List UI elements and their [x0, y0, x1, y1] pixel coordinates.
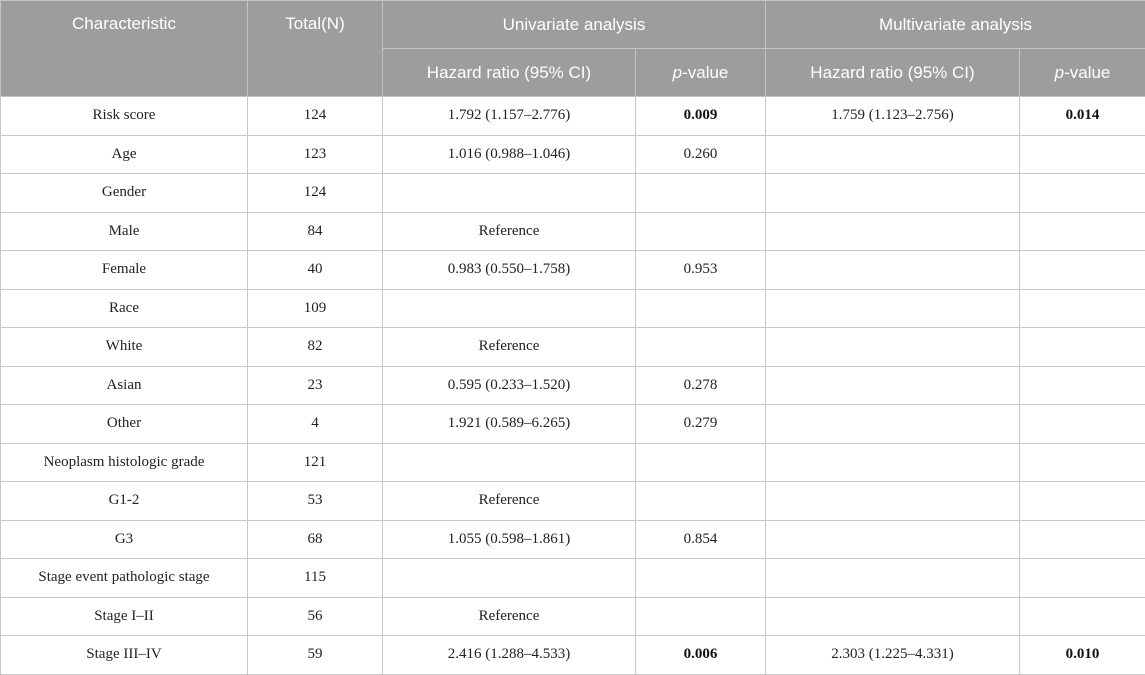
cell-total: 23 [248, 366, 383, 405]
cell-total: 4 [248, 405, 383, 444]
cell-uni-p-value [636, 597, 766, 636]
cell-total: 123 [248, 135, 383, 174]
cell-multi-p-value [1020, 289, 1145, 328]
cell-characteristic: Age [1, 135, 248, 174]
cell-total: 53 [248, 482, 383, 521]
cell-multi-hazard-ratio [766, 597, 1020, 636]
cell-total: 109 [248, 289, 383, 328]
cell-total: 124 [248, 174, 383, 213]
cell-uni-p-value: 0.854 [636, 520, 766, 559]
header-multi-hazard-ratio: Hazard ratio (95% CI) [766, 49, 1020, 97]
cell-multi-hazard-ratio [766, 135, 1020, 174]
cell-multi-p-value [1020, 443, 1145, 482]
p-italic: p [673, 63, 682, 82]
cell-total: 82 [248, 328, 383, 367]
cell-uni-hazard-ratio: 1.792 (1.157–2.776) [383, 97, 636, 136]
p-suffix: -value [682, 63, 728, 82]
table-row [1, 328, 1145, 367]
cell-uni-hazard-ratio [383, 559, 636, 598]
table-row [1, 97, 1145, 136]
cell-multi-hazard-ratio [766, 328, 1020, 367]
cell-characteristic: Other [1, 405, 248, 444]
cell-multi-hazard-ratio [766, 174, 1020, 213]
cell-multi-hazard-ratio [766, 405, 1020, 444]
cell-uni-hazard-ratio: Reference [383, 482, 636, 521]
cell-uni-hazard-ratio: 0.983 (0.550–1.758) [383, 251, 636, 290]
cell-characteristic: Asian [1, 366, 248, 405]
table-row [1, 289, 1145, 328]
cell-characteristic: Neoplasm histologic grade [1, 443, 248, 482]
cell-uni-hazard-ratio: 0.595 (0.233–1.520) [383, 366, 636, 405]
table-header [1, 1, 1145, 97]
table-row [1, 174, 1145, 213]
cell-characteristic: Stage III–IV [1, 636, 248, 675]
cell-characteristic: Stage event pathologic stage [1, 559, 248, 598]
cell-uni-p-value: 0.006 [636, 636, 766, 675]
cell-uni-p-value [636, 559, 766, 598]
table-row [1, 597, 1145, 636]
cell-uni-p-value: 0.278 [636, 366, 766, 405]
cell-total: 115 [248, 559, 383, 598]
cell-multi-p-value [1020, 520, 1145, 559]
cell-uni-p-value [636, 328, 766, 367]
cell-uni-hazard-ratio: Reference [383, 212, 636, 251]
cell-total: 84 [248, 212, 383, 251]
cell-uni-p-value [636, 174, 766, 213]
cell-multi-p-value [1020, 597, 1145, 636]
cell-total: 68 [248, 520, 383, 559]
table-body [1, 97, 1145, 675]
cell-multi-p-value: 0.014 [1020, 97, 1145, 136]
cell-multi-p-value [1020, 251, 1145, 290]
cell-uni-hazard-ratio: Reference [383, 597, 636, 636]
cell-uni-p-value: 0.953 [636, 251, 766, 290]
p-italic: p [1055, 63, 1064, 82]
cell-multi-hazard-ratio [766, 443, 1020, 482]
cell-uni-p-value [636, 289, 766, 328]
cell-multi-p-value: 0.010 [1020, 636, 1145, 675]
header-univariate: Univariate analysis [383, 1, 766, 49]
table-row [1, 559, 1145, 598]
cell-multi-p-value [1020, 482, 1145, 521]
cell-uni-hazard-ratio: 1.921 (0.589–6.265) [383, 405, 636, 444]
cell-uni-p-value [636, 212, 766, 251]
header-multi-p-value [1020, 49, 1145, 97]
cell-uni-hazard-ratio [383, 289, 636, 328]
cell-multi-hazard-ratio [766, 366, 1020, 405]
table-row [1, 212, 1145, 251]
cell-multi-p-value [1020, 174, 1145, 213]
cell-multi-hazard-ratio [766, 559, 1020, 598]
cell-characteristic: Stage I–II [1, 597, 248, 636]
cell-multi-hazard-ratio [766, 251, 1020, 290]
cell-multi-hazard-ratio [766, 482, 1020, 521]
table-row [1, 405, 1145, 444]
table-row [1, 443, 1145, 482]
cell-uni-hazard-ratio [383, 443, 636, 482]
cell-uni-hazard-ratio [383, 174, 636, 213]
table-row [1, 636, 1145, 675]
table-row [1, 482, 1145, 521]
cell-characteristic: Race [1, 289, 248, 328]
cell-multi-hazard-ratio [766, 520, 1020, 559]
table-row [1, 520, 1145, 559]
table-row [1, 251, 1145, 290]
header-characteristic: Characteristic [1, 1, 248, 97]
cell-multi-p-value [1020, 212, 1145, 251]
cell-total: 40 [248, 251, 383, 290]
cell-uni-hazard-ratio: Reference [383, 328, 636, 367]
cell-characteristic: Female [1, 251, 248, 290]
cell-characteristic: Male [1, 212, 248, 251]
header-multivariate: Multivariate analysis [766, 1, 1145, 49]
cell-uni-hazard-ratio: 2.416 (1.288–4.533) [383, 636, 636, 675]
header-uni-hazard-ratio: Hazard ratio (95% CI) [383, 49, 636, 97]
cell-total: 121 [248, 443, 383, 482]
cell-multi-hazard-ratio [766, 289, 1020, 328]
cell-characteristic: G1-2 [1, 482, 248, 521]
cell-uni-p-value: 0.279 [636, 405, 766, 444]
cell-multi-p-value [1020, 328, 1145, 367]
cell-uni-p-value [636, 443, 766, 482]
cell-characteristic: White [1, 328, 248, 367]
cell-multi-p-value [1020, 559, 1145, 598]
cell-uni-p-value: 0.260 [636, 135, 766, 174]
cell-uni-hazard-ratio: 1.055 (0.598–1.861) [383, 520, 636, 559]
cell-uni-hazard-ratio: 1.016 (0.988–1.046) [383, 135, 636, 174]
cell-characteristic: Risk score [1, 97, 248, 136]
table-row [1, 366, 1145, 405]
table-row [1, 135, 1145, 174]
cell-multi-hazard-ratio: 2.303 (1.225–4.331) [766, 636, 1020, 675]
cell-multi-p-value [1020, 135, 1145, 174]
cell-characteristic: G3 [1, 520, 248, 559]
cell-total: 59 [248, 636, 383, 675]
cell-uni-p-value: 0.009 [636, 97, 766, 136]
cell-characteristic: Gender [1, 174, 248, 213]
cell-multi-p-value [1020, 405, 1145, 444]
cell-multi-p-value [1020, 366, 1145, 405]
cell-total: 56 [248, 597, 383, 636]
cell-multi-hazard-ratio: 1.759 (1.123–2.756) [766, 97, 1020, 136]
header-total: Total(N) [248, 1, 383, 97]
cell-total: 124 [248, 97, 383, 136]
cell-uni-p-value [636, 482, 766, 521]
header-uni-p-value [636, 49, 766, 97]
cell-multi-hazard-ratio [766, 212, 1020, 251]
p-suffix: -value [1064, 63, 1110, 82]
